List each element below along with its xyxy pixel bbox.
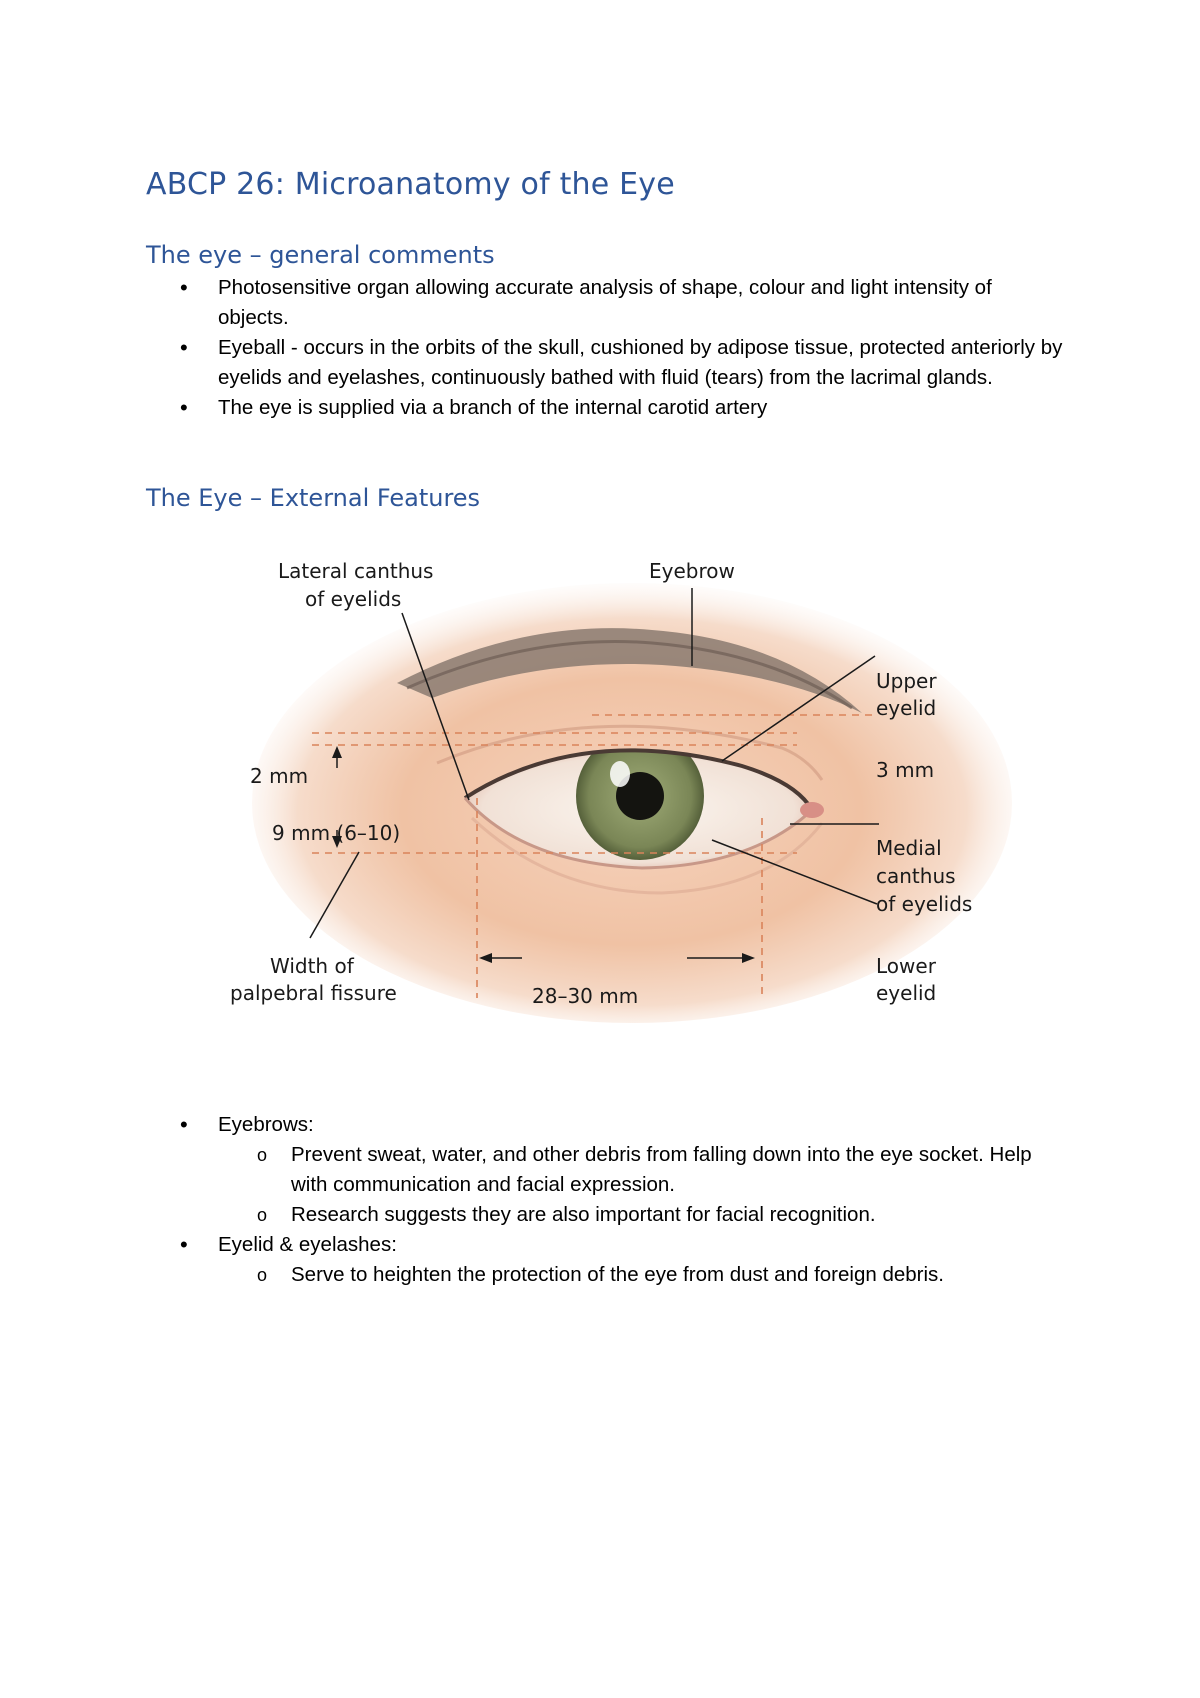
- eye-external-features-figure: [222, 548, 1062, 1048]
- label-lateral-canthus: of eyelids: [305, 587, 402, 611]
- label-palpebral-width: palpebral fissure: [230, 981, 397, 1005]
- label-medial-canthus: Medial: [876, 836, 942, 860]
- label-medial-canthus: of eyelids: [876, 892, 973, 916]
- general-comments-list: [0, 273, 1065, 423]
- document-title: ABCP 26: Microanatomy of the Eye: [146, 167, 675, 202]
- label-upper-eyelid: eyelid: [876, 696, 937, 720]
- sub-list-item: o Prevent sweat, water, and other debris from falling down into the eye socket. Help with communication and facial expression.: [0, 1140, 1060, 1200]
- label-28-30mm: 28–30 mm: [532, 984, 639, 1008]
- label-3mm: 3 mm: [876, 758, 935, 782]
- label-lower-eyelid: eyelid: [876, 981, 937, 1005]
- section-heading-external: The Eye – External Features: [146, 484, 481, 512]
- list-item: • Photosensitive organ allowing accurate analysis of shape, colour and light intensity of objects.: [0, 273, 1065, 333]
- label-lower-eyelid: Lower: [876, 954, 936, 978]
- list-item-eyebrows: • Eyebrows:: [0, 1110, 1060, 1140]
- label-palpebral-width: Width of: [270, 954, 354, 978]
- eye-diagram: [222, 548, 1062, 1048]
- list-item: • The eye is supplied via a branch of the internal carotid artery: [0, 393, 1065, 423]
- label-eyebrow: Eyebrow: [649, 559, 735, 583]
- sub-list-item: o Serve to heighten the protection of the eye from dust and foreign debris.: [0, 1260, 1060, 1290]
- label-lateral-canthus: Lateral canthus: [278, 559, 434, 583]
- section-heading-general: The eye – general comments: [146, 241, 495, 269]
- label-9mm: 9 mm (6–10): [272, 821, 401, 845]
- external-features-list: [0, 1110, 1060, 1290]
- sub-list-item: o Research suggests they are also important for facial recognition.: [0, 1200, 1060, 1230]
- label-2mm: 2 mm: [250, 764, 309, 788]
- label-upper-eyelid: Upper: [876, 669, 937, 693]
- list-item: • Eyeball - occurs in the orbits of the skull, cushioned by adipose tissue, protected anteriorly by eyelids and eyelashes, continuously bathed with fluid (tears) from the lacrimal glands.: [0, 333, 1065, 393]
- label-medial-canthus: canthus: [876, 864, 956, 888]
- list-item-eyelid: • Eyelid & eyelashes:: [0, 1230, 1060, 1260]
